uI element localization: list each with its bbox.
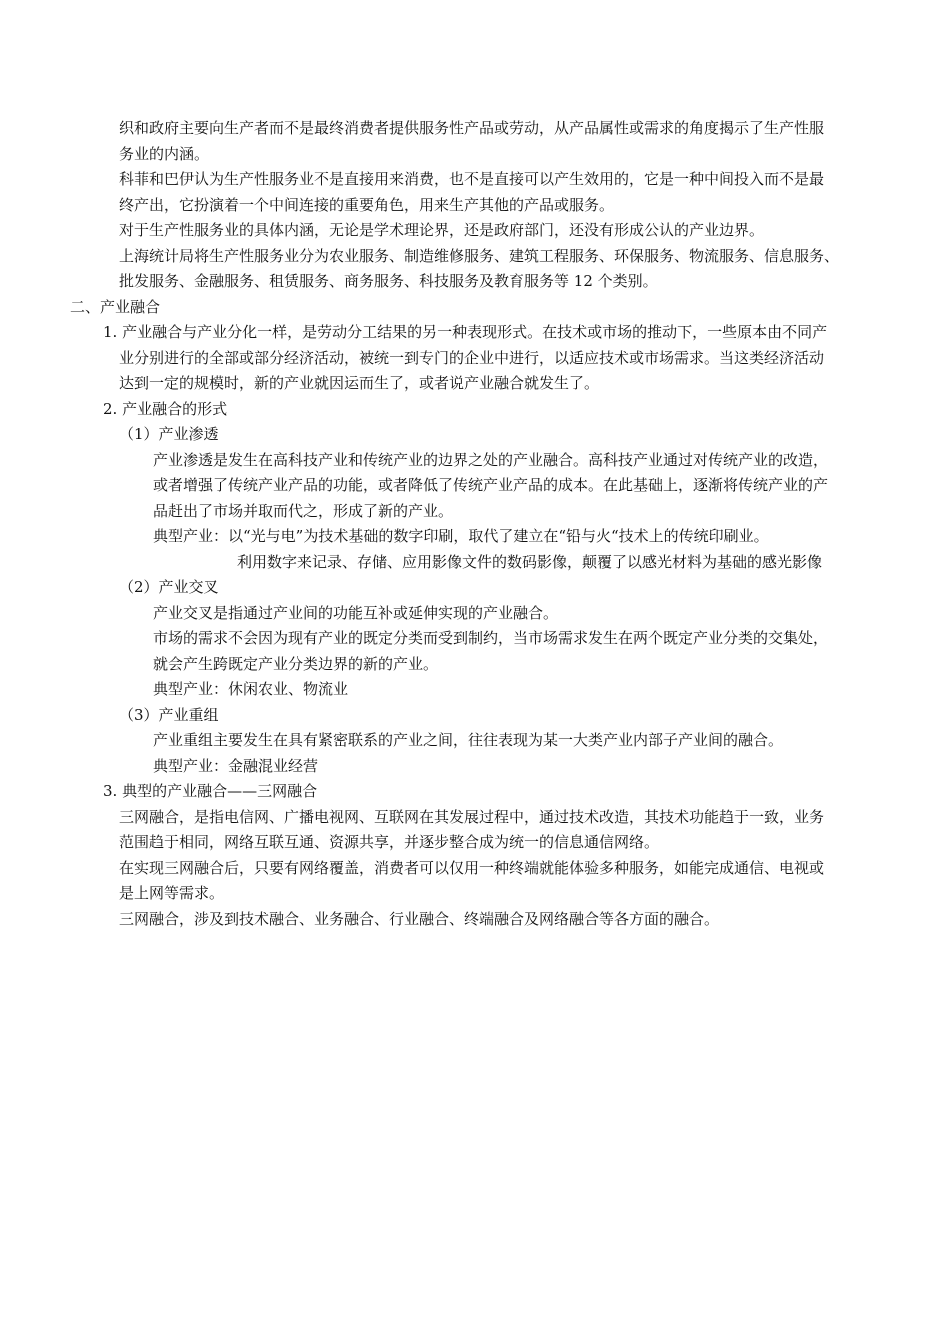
paragraph-line: 范围趋于相同，网络互联互通、资源共享，并逐步整合成为统一的信息通信网络。 <box>119 833 660 851</box>
paragraph-line: 三网融合，涉及到技术融合、业务融合、行业融合、终端融合及网络融合等各方面的融合。 <box>119 909 720 928</box>
paragraph-line: 典型产业：休闲农业、物流业 <box>153 680 349 698</box>
paragraph-line: 三网融合，是指电信网、广播电视网、互联网在其发展过程中，通过技术改造，其技术功能趋于一致，业务 <box>119 807 825 826</box>
paragraph-line: 织和政府主要向生产者而不是最终消费者提供服务性产品或劳动，从产品属性或需求的角度揭示了生产性服 <box>119 119 825 137</box>
paragraph-line: 产业交叉是指通过产业间的功能互补或延伸实现的产业融合。 <box>153 603 559 622</box>
document-page <box>0 116 950 932</box>
paragraph-line: 利用数字来记录、存储、应用影像文件的数码影像，颠覆了以感光材料为基础的感光影像 <box>237 552 823 571</box>
numbered-heading: 2. 产业融合的形式 <box>103 399 228 418</box>
paragraph-line: 批发服务、金融服务、租赁服务、商务服务、科技服务及教育服务等 12 个类别。 <box>119 272 658 290</box>
numbered-heading: 3. 典型的产业融合——三网融合 <box>103 782 318 800</box>
subsection-heading: （2）产业交叉 <box>119 578 219 596</box>
paragraph-line: 在实现三网融合后，只要有网络覆盖，消费者可以仅用一种终端就能体验多种服务，如能完成通信、电视或 <box>119 858 825 877</box>
paragraph-line: 就会产生跨既定产业分类边界的新的产业。 <box>153 654 439 673</box>
section-heading: 二、产业融合 <box>70 297 161 316</box>
subsection-heading: （3）产业重组 <box>119 705 219 724</box>
paragraph-line: 或者增强了传统产业产品的功能，或者降低了传统产业产品的成本。在此基础上，逐渐将传统产业的产 <box>153 476 829 494</box>
paragraph-line: 业分别进行的全部或部分经济活动，被统一到专门的企业中进行，以适应技术或市场需求。当这类经济活动 <box>119 348 825 367</box>
paragraph-line: 务业的内涵。 <box>119 144 210 163</box>
paragraph-line: 上海统计局将生产性服务业分为农业服务、制造维修服务、建筑工程服务、环保服务、物流服务、信息服务、 <box>119 246 840 265</box>
paragraph-line: 达到一定的规模时，新的产业就因运而生了，或者说产业融合就发生了。 <box>119 374 600 392</box>
paragraph-line: 终产出，它扮演着一个中间连接的重要角色，用来生产其他的产品或服务。 <box>119 195 615 214</box>
paragraph-line: 是上网等需求。 <box>119 884 225 902</box>
paragraph-line: 典型产业：金融混业经营 <box>153 756 319 775</box>
paragraph-line: 品赶出了市场并取而代之，形成了新的产业。 <box>153 501 454 520</box>
numbered-item: 1. 产业融合与产业分化一样，是劳动分工结果的另一种表现形式。在技术或市场的推动下，一些原本由不同产 <box>103 323 828 341</box>
paragraph-line: 对于生产性服务业的具体内涵，无论是学术理论界，还是政府部门，还没有形成公认的产业边界。 <box>119 221 765 239</box>
paragraph-line: 产业重组主要发生在具有紧密联系的产业之间，往往表现为某一大类产业内部子产业间的融合。 <box>153 731 784 749</box>
paragraph-line: 科菲和巴伊认为生产性服务业不是直接用来消费，也不是直接可以产生效用的，它是一种中间投入而不是最 <box>119 170 825 188</box>
subsection-heading: （1）产业渗透 <box>119 425 219 443</box>
paragraph-line: 产业渗透是发生在高科技产业和传统产业的边界之处的产业融合。高科技产业通过对传统产业的改造， <box>153 450 829 469</box>
paragraph-line: 市场的需求不会因为现有产业的既定分类而受到制约，当市场需求发生在两个既定产业分类的交集处， <box>153 629 829 647</box>
paragraph-line: 典型产业：以“光与电”为技术基础的数字印刷，取代了建立在“铅与火“技术上的传统印刷业。 <box>153 527 769 545</box>
